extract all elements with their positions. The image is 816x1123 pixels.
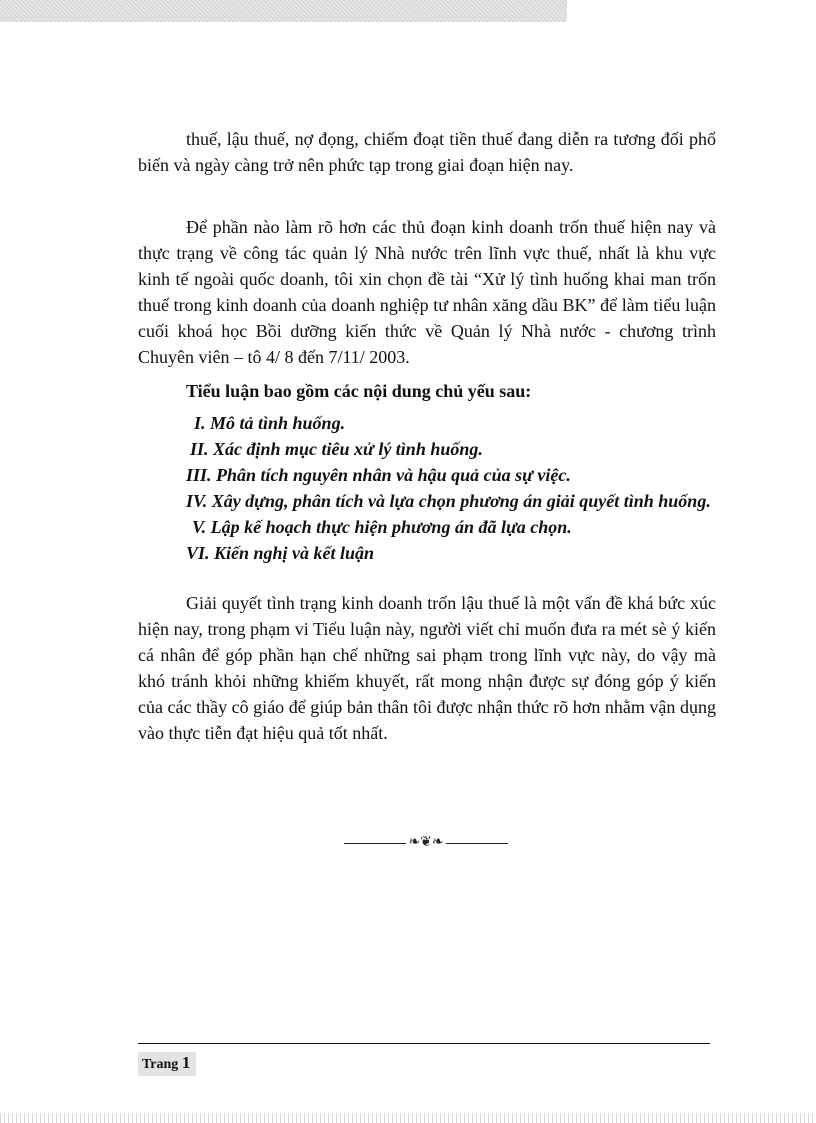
outline-list: [138, 410, 716, 566]
outline-item-2: II. Xác định mục tiêu xử lý tình huống.: [190, 439, 483, 459]
paragraph-intro-continued: thuế, lậu thuế, nợ đọng, chiếm đoạt tiền thuế đang diễn ra tương đối phổ biến và ngày càng trở nên phức tạp trong giai đoạn hiện nay.: [138, 129, 716, 175]
page-word: Trang: [142, 1057, 179, 1072]
page-number: 1: [181, 1053, 191, 1072]
divider-rule-right: [446, 843, 508, 844]
flourish-icon: ❧❦❧: [408, 835, 444, 850]
outline-item-1: I. Mô tả tình huống.: [194, 413, 346, 433]
paragraph-topic: Để phần nào làm rõ hơn các thủ đoạn kinh doanh trốn thuế hiện nay và thực trạng về công tác quản lý Nhà nước trên lĩnh vực thuế, nhất là khu vực kinh tế ngoài quốc doanh, tôi xin chọn đề tài “Xử lý tình huống khai man trốn thuế trong kinh doanh của doanh nghiệp tư nhân xăng dầu BK” để làm tiểu luận cuối khoá học Bồi dưỡng kiến thức về Quản lý Nhà nước - chương trình Chuyên viên – tô 4/ 8 đến 7/11/ 2003.: [138, 217, 716, 367]
outline-item-3: III. Phân tích nguyên nhân và hậu quả của sự việc.: [186, 465, 571, 485]
outline-item-4: IV. Xây dựng, phân tích và lựa chọn phương án giải quyết tình huống.: [186, 491, 711, 511]
divider-rule-left: [344, 843, 406, 844]
header-strip: [0, 0, 567, 22]
outline-item-6: VI. Kiến nghị và kết luận: [186, 543, 375, 563]
footer-strip: [0, 1113, 816, 1123]
outline-item-5: V. Lập kế hoạch thực hiện phương án đã lựa chọn.: [192, 517, 572, 537]
summary-title: Tiểu luận bao gồm các nội dung chủ yếu sau:: [186, 381, 532, 401]
document-body: [138, 126, 716, 746]
footer-rule: [138, 1043, 710, 1044]
page-number-label: [138, 1052, 196, 1076]
paragraph-conclusion: Giải quyết tình trạng kinh doanh trốn lậu thuế là một vấn đề khá bức xúc hiện nay, trong phạm vi Tiểu luận này, người viết chỉ muốn đưa ra mét sè ý kiến cá nhân để góp phần hạn chế những sai phạm trong lĩnh vực này, do vậy mà khó tránh khỏi những khiếm khuyết, rất mong nhận được sự đóng góp ý kiến của các thầy cô giáo để giúp bản thân tôi được nhận thức rõ hơn nhằm vận dụng vào thực tiễn đạt hiệu quả tốt nhất.: [138, 593, 716, 743]
section-divider: [344, 833, 508, 853]
